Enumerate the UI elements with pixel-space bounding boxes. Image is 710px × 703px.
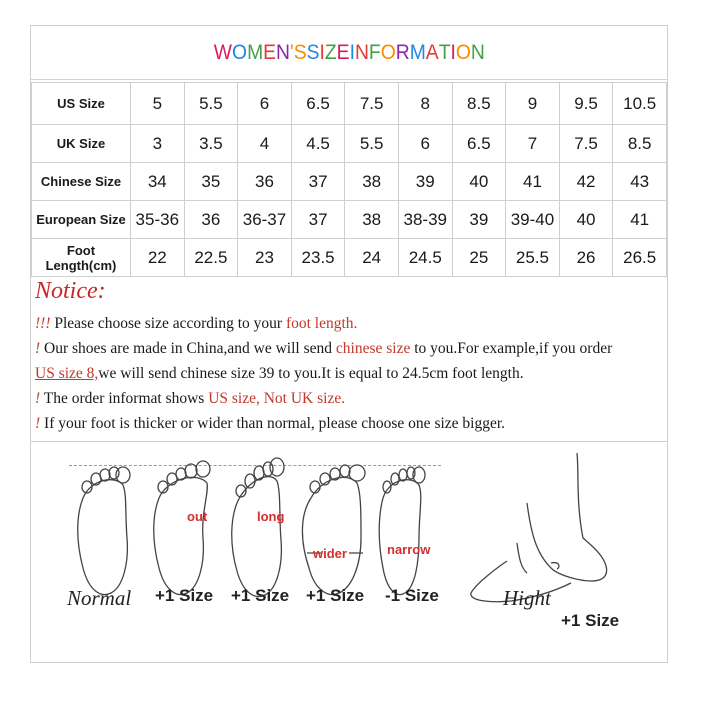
title-letter: N bbox=[275, 40, 290, 64]
table-cell: 25.5 bbox=[506, 239, 560, 277]
table-cell: 43 bbox=[613, 163, 667, 201]
table-cell: 34 bbox=[131, 163, 185, 201]
table-cell: 24.5 bbox=[398, 239, 452, 277]
table-cell: 3 bbox=[131, 125, 185, 163]
table-cell: 35-36 bbox=[131, 201, 185, 239]
title-letter: 'S bbox=[289, 40, 307, 64]
notice-line-4 bbox=[35, 390, 345, 408]
notice-line-5 bbox=[35, 415, 505, 433]
table-cell: 6.5 bbox=[291, 83, 345, 125]
table-cell: 10.5 bbox=[613, 83, 667, 125]
title-letter: M bbox=[409, 40, 426, 64]
label-wider-size: +1 Size bbox=[306, 586, 365, 605]
notice-highlight: US size, Not UK size. bbox=[208, 390, 346, 407]
table-cell: 26.5 bbox=[613, 239, 667, 277]
row-header: UK Size bbox=[32, 125, 131, 163]
normal-foot-icon bbox=[78, 467, 130, 595]
table-cell: 36 bbox=[184, 201, 238, 239]
table-cell: 6 bbox=[238, 83, 292, 125]
table-cell: 40 bbox=[559, 201, 613, 239]
table-cell: 26 bbox=[559, 239, 613, 277]
title-letter: O bbox=[455, 40, 471, 64]
title-letter: T bbox=[438, 40, 451, 64]
table-cell: 4 bbox=[238, 125, 292, 163]
title-box bbox=[31, 26, 667, 80]
table-cell: 23 bbox=[238, 239, 292, 277]
table-cell: 23.5 bbox=[291, 239, 345, 277]
table-cell: 7.5 bbox=[345, 83, 399, 125]
label-out-size: +1 Size bbox=[155, 586, 214, 605]
title-letter: E bbox=[262, 40, 276, 64]
title-letter: N bbox=[470, 40, 485, 64]
table-cell: 25 bbox=[452, 239, 506, 277]
size-chart-frame bbox=[30, 25, 668, 663]
table-cell: 7 bbox=[506, 125, 560, 163]
out-foot-icon bbox=[154, 461, 210, 595]
table-cell: 39 bbox=[452, 201, 506, 239]
title-letter: W bbox=[213, 40, 232, 64]
table-cell: 40 bbox=[452, 163, 506, 201]
table-row bbox=[32, 163, 667, 201]
table-cell: 24 bbox=[345, 239, 399, 277]
table-cell: 9 bbox=[506, 83, 560, 125]
row-header: Foot Length(cm) bbox=[32, 239, 131, 277]
table-cell: 41 bbox=[613, 201, 667, 239]
high-instep-foot-icon bbox=[471, 453, 607, 602]
notice-text: we will send chinese size 39 to you.It is equal to 24.5cm foot length. bbox=[98, 365, 524, 382]
table-row bbox=[32, 83, 667, 125]
notice-text: Our shoes are made in China,and we will send bbox=[40, 340, 336, 357]
wider-foot-icon bbox=[302, 465, 365, 595]
title-letter: E bbox=[336, 40, 350, 64]
table-cell: 22.5 bbox=[184, 239, 238, 277]
row-header: US Size bbox=[32, 83, 131, 125]
title-letter: S bbox=[306, 40, 320, 64]
notice-line-1 bbox=[35, 315, 357, 333]
table-cell: 7.5 bbox=[559, 125, 613, 163]
table-cell: 9.5 bbox=[559, 83, 613, 125]
title-letter: I bbox=[319, 40, 325, 64]
title-letter: Z bbox=[324, 40, 337, 64]
label-long-size: +1 Size bbox=[231, 586, 290, 605]
table-cell: 39 bbox=[398, 163, 452, 201]
table-cell: 8.5 bbox=[613, 125, 667, 163]
title-letter: R bbox=[395, 40, 410, 64]
label-hight: Hight bbox=[503, 586, 551, 610]
table-cell: 6.5 bbox=[452, 125, 506, 163]
notice-line-3 bbox=[35, 365, 524, 383]
notice-text: The order informat shows bbox=[40, 390, 209, 407]
notice-text: Please choose size according to your bbox=[50, 315, 286, 332]
foot-note-narrow: narrow bbox=[387, 542, 431, 557]
table-row bbox=[32, 239, 667, 277]
table-cell: 42 bbox=[559, 163, 613, 201]
notice-text: to you.For example,if you order bbox=[410, 340, 613, 357]
label-normal: Normal bbox=[67, 586, 132, 610]
table-cell: 36 bbox=[238, 163, 292, 201]
table-cell: 35 bbox=[184, 163, 238, 201]
title-letter: A bbox=[425, 40, 439, 64]
title-letter: O bbox=[380, 40, 396, 64]
table-cell: 3.5 bbox=[184, 125, 238, 163]
table-cell: 5 bbox=[131, 83, 185, 125]
long-foot-icon bbox=[232, 458, 284, 597]
foot-note-out: out bbox=[187, 509, 208, 524]
title-letter: F bbox=[368, 40, 381, 64]
row-header: Chinese Size bbox=[32, 163, 131, 201]
table-cell: 8 bbox=[398, 83, 452, 125]
label-narrow-size: -1 Size bbox=[385, 586, 439, 605]
notice-highlight: foot length. bbox=[285, 315, 358, 332]
page-title bbox=[213, 41, 484, 65]
title-letter: O bbox=[231, 40, 247, 64]
table-cell: 8.5 bbox=[452, 83, 506, 125]
notice-title: Notice: bbox=[35, 278, 106, 304]
table-cell: 37 bbox=[291, 201, 345, 239]
table-cell: 38 bbox=[345, 201, 399, 239]
table-row bbox=[32, 201, 667, 239]
table-cell: 39-40 bbox=[506, 201, 560, 239]
notice-highlight: chinese size bbox=[335, 340, 411, 357]
exclamation-mark: ! bbox=[35, 390, 41, 407]
table-cell: 38 bbox=[345, 163, 399, 201]
row-header: European Size bbox=[32, 201, 131, 239]
title-letter: I bbox=[450, 40, 456, 64]
table-cell: 6 bbox=[398, 125, 452, 163]
exclamation-mark: !!! bbox=[35, 315, 51, 332]
table-cell: 41 bbox=[506, 163, 560, 201]
foot-note-long: long bbox=[257, 509, 285, 524]
table-cell: 37 bbox=[291, 163, 345, 201]
exclamation-mark: ! bbox=[35, 415, 41, 432]
exclamation-mark: ! bbox=[35, 340, 41, 357]
notice-highlight: US size 8, bbox=[35, 365, 99, 382]
title-letter: N bbox=[354, 40, 369, 64]
table-cell: 4.5 bbox=[291, 125, 345, 163]
table-cell: 36-37 bbox=[238, 201, 292, 239]
table-cell: 5.5 bbox=[345, 125, 399, 163]
title-letter: M bbox=[246, 40, 263, 64]
foot-shape-guide bbox=[31, 443, 667, 662]
label-hight-size: +1 Size bbox=[561, 611, 620, 630]
notice-line-2 bbox=[35, 340, 612, 358]
narrow-foot-icon bbox=[379, 467, 425, 595]
foot-note-wider: wider bbox=[313, 546, 347, 561]
notice-text: If your foot is thicker or wider than normal, please choose one size bigger. bbox=[40, 415, 506, 432]
table-cell: 38-39 bbox=[398, 201, 452, 239]
notice-section bbox=[31, 276, 667, 442]
table-row bbox=[32, 125, 667, 163]
size-table bbox=[31, 82, 667, 277]
table-cell: 22 bbox=[131, 239, 185, 277]
title-letter: I bbox=[349, 40, 355, 64]
table-cell: 5.5 bbox=[184, 83, 238, 125]
